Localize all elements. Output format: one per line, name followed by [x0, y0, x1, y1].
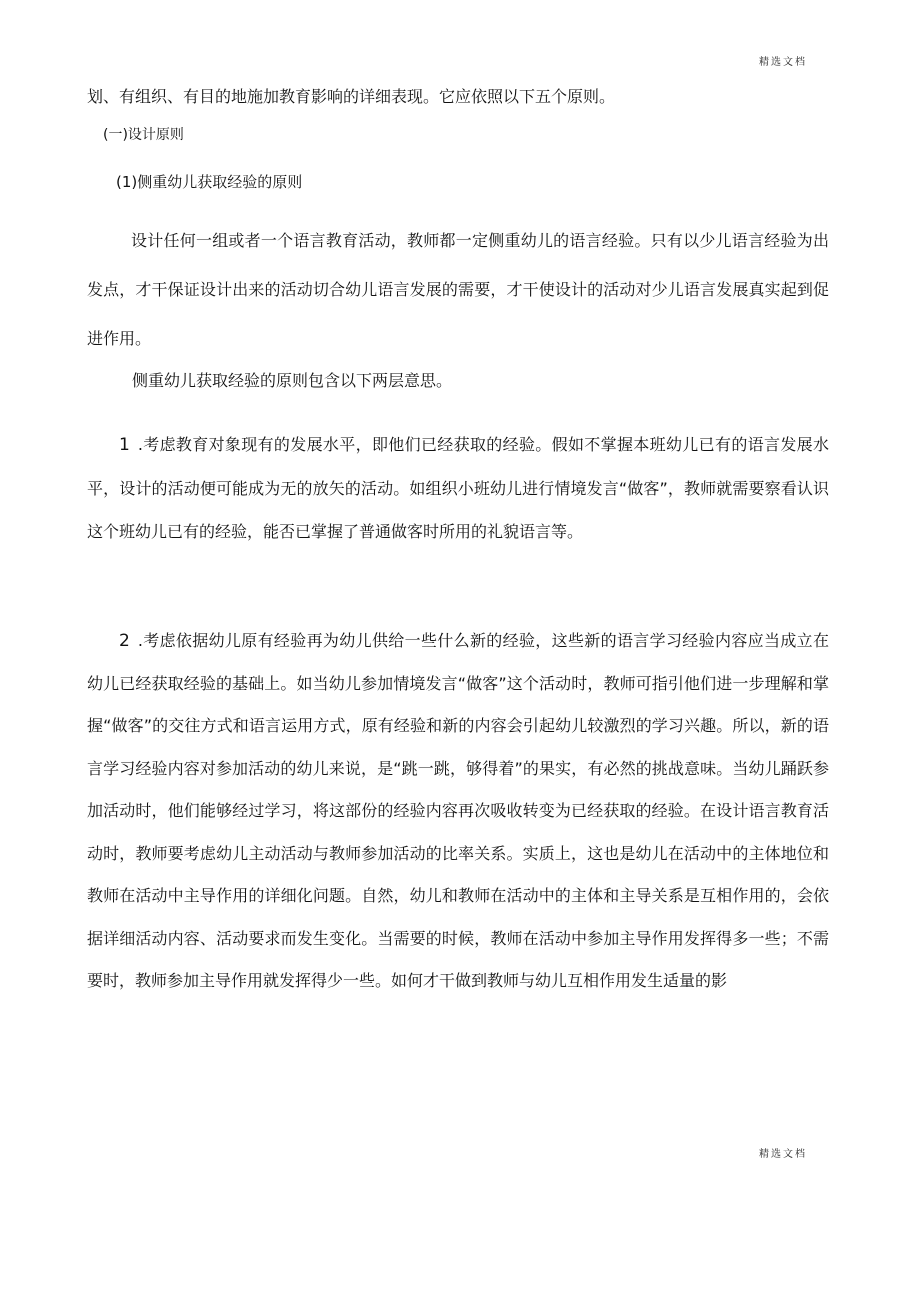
page-footer-label: 精选文档 — [759, 1149, 807, 1160]
sub-heading: (1)侧重幼儿获取经验的原则 — [116, 173, 303, 191]
list-item-1-text: .考虑教育对象现有的发展水平，即他们已经获取的经验。假如不掌握本班幼儿已有的语言发展水平，设计的活动便可能成为无的放矢的活动。如组织小班幼儿进行情境发言“做客”，教师就需要察看认识这个班幼儿已有的经验，能否已掌握了普通做客时所用的礼貌语言等。 — [87, 435, 829, 541]
section-heading: (一)设计原则 — [103, 127, 184, 143]
paragraph-1: 设计任何一组或者一个语言教育活动，教师都一定侧重幼儿的语言经验。只有以少儿语言经验为出发点，才干保证设计出来的活动切合幼儿语言发展的需要，才干使设计的活动对少儿语言发展真实起到促进作用。 — [87, 231, 829, 348]
paragraph-2: 侧重幼儿获取经验的原则包含以下两层意思。 — [132, 371, 453, 390]
list-item-2 — [87, 620, 829, 1003]
list-item-1 — [87, 423, 829, 553]
continued-text-line — [87, 80, 829, 114]
page-header-label: 精选文档 — [759, 57, 807, 68]
paragraph-block-1 — [87, 216, 829, 363]
paragraph-continued: 划、有组织、有目的地施加教育影响的详细表现。它应依照以下五个原则。 — [87, 87, 616, 106]
list-item-2-number: 2 — [119, 631, 130, 651]
list-item-1-number: 1 — [119, 435, 130, 455]
list-item-2-text: .考虑依据幼儿原有经验再为幼儿供给一些什么新的经验，这些新的语言学习经验内容应当成立在幼儿已经获取经验的基础上。如当幼儿参加情境发言“做客”这个活动时，教师可指引他们进一步理解和掌握“做客”的交往方式和语言运用方式，原有经验和新的内容会引起幼儿较激烈的学习兴趣。所以，新的语言学习经验内容对参加活动的幼儿来说，是“跳一跳，够得着”的果实，有必然的挑战意味。当幼儿踊跃参加活动时，他们能够经过学习，将这部份的经验内容再次吸收转变为已经获取的经验。在设计语言教育活动时，教师要考虑幼儿主动活动与教师参加活动的比率关系。实质上，这也是幼儿在活动中的主体地位和教师在活动中主导作用的详细化问题。自然，幼儿和教师在活动中的主体和主导关系是互相作用的，会依据详细活动内容、活动要求而发生变化。当需要的时候，教师在活动中参加主导作用发挥得多一些；不需要时，教师参加主导作用就发挥得少一些。如何才干做到教师与幼儿互相作用发生适量的影 — [87, 631, 829, 990]
